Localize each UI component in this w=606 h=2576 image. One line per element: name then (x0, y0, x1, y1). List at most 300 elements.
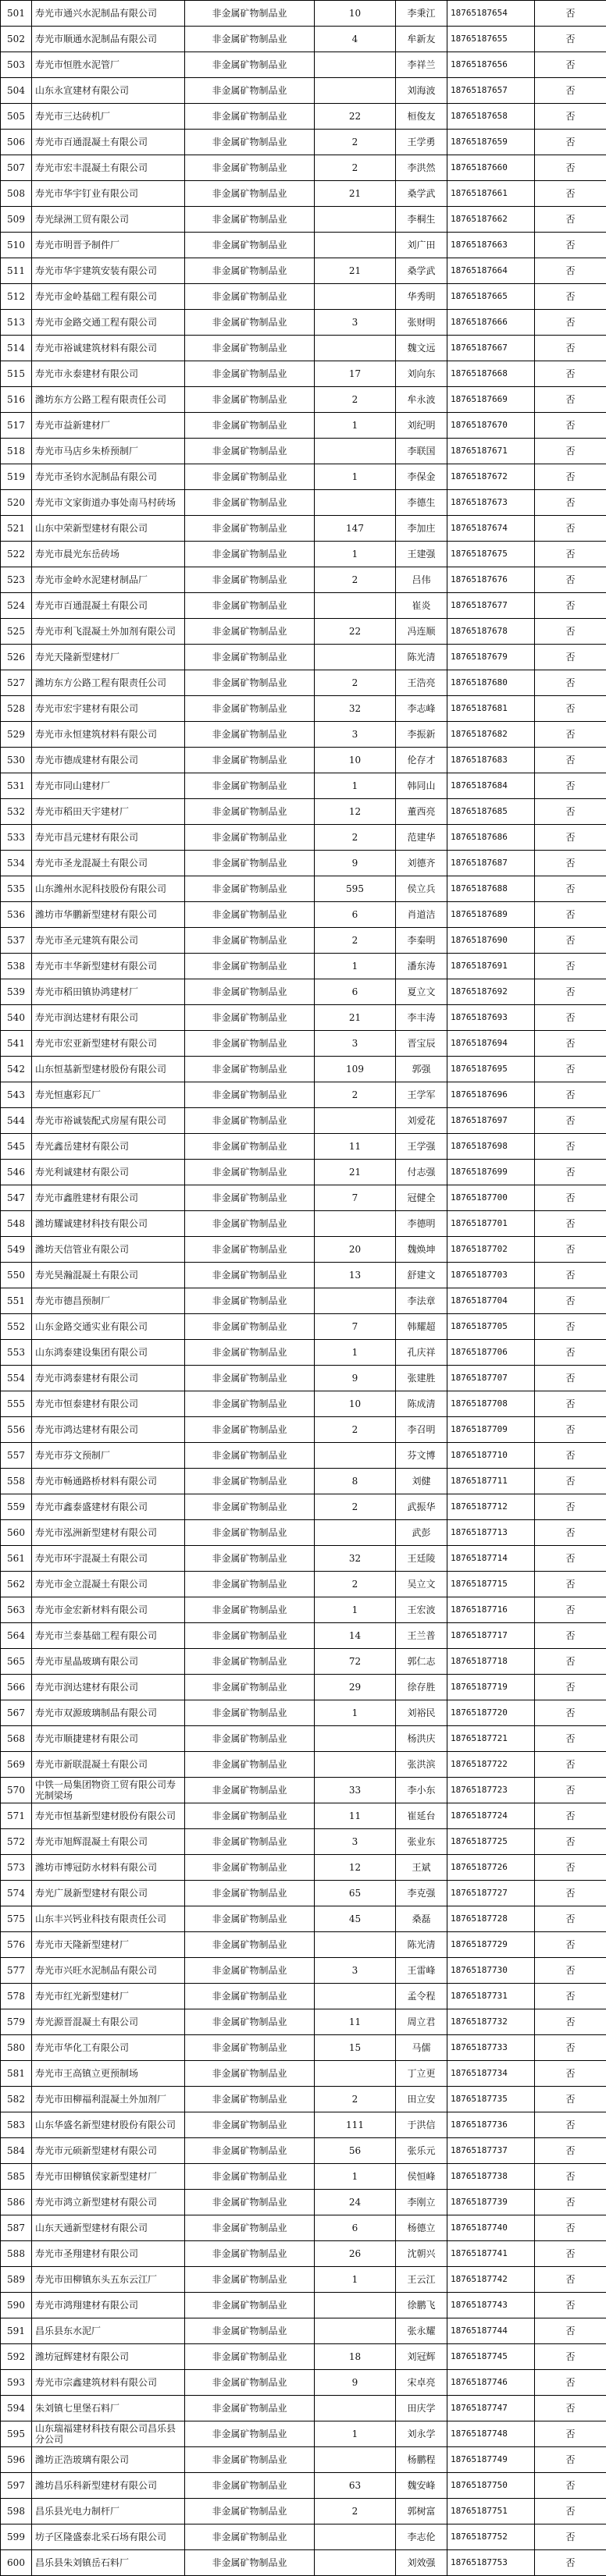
table-row (1, 619, 606, 645)
employee-count: 8 (315, 1469, 396, 1494)
row-number: 556 (1, 1417, 32, 1443)
table-row (1, 2550, 606, 2576)
status-flag: 否 (535, 851, 606, 876)
contact-person: 桑学武 (396, 258, 447, 284)
row-number: 566 (1, 1675, 32, 1700)
table-row (1, 1546, 606, 1572)
company-name: 山东恒基新型建材股份有限公司 (32, 1057, 185, 1082)
company-name: 寿光市永泰建材有限公司 (32, 361, 185, 387)
row-number: 564 (1, 1623, 32, 1649)
table-row (1, 1829, 606, 1855)
row-number: 560 (1, 1520, 32, 1546)
status-flag: 否 (535, 104, 606, 130)
contact-person: 王雷峰 (396, 1958, 447, 1984)
status-flag: 否 (535, 954, 606, 979)
company-name: 山东鸿泰建设集团有限公司 (32, 1340, 185, 1366)
contact-person: 桑磊 (396, 1906, 447, 1932)
status-flag: 否 (535, 902, 606, 928)
phone-number: 18765187746 (447, 2370, 535, 2396)
status-flag: 否 (535, 2344, 606, 2370)
phone-number: 18765187718 (447, 1649, 535, 1675)
contact-person: 李德生 (396, 490, 447, 516)
industry: 非金属矿物制品业 (185, 773, 315, 799)
employee-count (315, 490, 396, 516)
company-name: 寿光市鸿立新型建材有限公司 (32, 2190, 185, 2215)
industry: 非金属矿物制品业 (185, 2035, 315, 2061)
phone-number: 18765187704 (447, 1288, 535, 1314)
company-name: 寿光市文家街道办事处南马村砖场 (32, 490, 185, 516)
row-number: 596 (1, 2447, 32, 2473)
company-name: 寿光市华宇建筑安装有限公司 (32, 258, 185, 284)
contact-person: 刘德齐 (396, 851, 447, 876)
status-flag: 否 (535, 1778, 606, 1803)
industry: 非金属矿物制品业 (185, 1829, 315, 1855)
employee-count: 1 (315, 464, 396, 490)
row-number: 507 (1, 155, 32, 181)
employee-count: 15 (315, 2035, 396, 2061)
row-number: 581 (1, 2061, 32, 2087)
table-row (1, 1803, 606, 1829)
industry: 非金属矿物制品业 (185, 954, 315, 979)
employee-count: 2 (315, 1417, 396, 1443)
status-flag: 否 (535, 876, 606, 902)
employee-count: 2 (315, 567, 396, 593)
company-name: 寿光市金路交通工程有限公司 (32, 310, 185, 336)
table-row (1, 1185, 606, 1211)
status-flag: 否 (535, 979, 606, 1005)
employee-count: 2 (315, 387, 396, 413)
status-flag: 否 (535, 2035, 606, 2061)
status-flag: 否 (535, 2550, 606, 2576)
contact-person: 李保金 (396, 464, 447, 490)
company-name: 寿光市永恒建筑材料有限公司 (32, 722, 185, 748)
table-row (1, 1469, 606, 1494)
phone-number: 18765187728 (447, 1906, 535, 1932)
phone-number: 18765187684 (447, 773, 535, 799)
industry: 非金属矿物制品业 (185, 1185, 315, 1211)
status-flag: 否 (535, 1417, 606, 1443)
table-row (1, 258, 606, 284)
table-row (1, 696, 606, 722)
row-number: 535 (1, 876, 32, 902)
company-name: 寿光市鸿泰建材有限公司 (32, 1366, 185, 1391)
industry: 非金属矿物制品业 (185, 696, 315, 722)
status-flag: 否 (535, 645, 606, 670)
phone-number: 18765187682 (447, 722, 535, 748)
table-row (1, 2164, 606, 2190)
industry: 非金属矿物制品业 (185, 1134, 315, 1160)
table-row (1, 1700, 606, 1726)
phone-number: 18765187740 (447, 2215, 535, 2241)
phone-number: 18765187664 (447, 258, 535, 284)
company-name: 寿光市田柳福利混凝土外加剂厂 (32, 2087, 185, 2112)
phone-number: 18765187683 (447, 748, 535, 773)
phone-number: 18765187660 (447, 155, 535, 181)
table-row (1, 593, 606, 619)
status-flag: 否 (535, 2370, 606, 2396)
phone-number: 18765187739 (447, 2190, 535, 2215)
employee-count: 14 (315, 1623, 396, 1649)
industry: 非金属矿物制品业 (185, 1778, 315, 1803)
table-row (1, 1314, 606, 1340)
status-flag: 否 (535, 619, 606, 645)
phone-number: 18765187679 (447, 645, 535, 670)
table-row (1, 1031, 606, 1057)
company-name: 昌乐县光电力制杆厂 (32, 2499, 185, 2524)
phone-number: 18765187698 (447, 1134, 535, 1160)
contact-person: 王云江 (396, 2267, 447, 2293)
table-row (1, 2421, 606, 2447)
company-name: 寿光市兴旺水泥制品有限公司 (32, 1958, 185, 1984)
status-flag: 否 (535, 1443, 606, 1469)
table-row (1, 413, 606, 439)
contact-person: 陈成清 (396, 1391, 447, 1417)
status-flag: 否 (535, 567, 606, 593)
industry: 非金属矿物制品业 (185, 2112, 315, 2138)
company-name: 寿光市稻田天宇建材厂 (32, 799, 185, 825)
employee-count: 21 (315, 181, 396, 207)
employee-count: 56 (315, 2138, 396, 2164)
contact-person: 崔延台 (396, 1803, 447, 1829)
industry: 非金属矿物制品业 (185, 2241, 315, 2267)
status-flag: 否 (535, 1160, 606, 1185)
employee-count: 2 (315, 2087, 396, 2112)
phone-number: 18765187657 (447, 78, 535, 104)
phone-number: 18765187741 (447, 2241, 535, 2267)
company-name: 寿光市通兴水泥制品有限公司 (32, 1, 185, 27)
employee-count (315, 2293, 396, 2318)
table-row (1, 1340, 606, 1366)
company-name: 寿光市芬文预制厂 (32, 1443, 185, 1469)
status-flag: 否 (535, 2318, 606, 2344)
company-name: 寿光市宏宇建材有限公司 (32, 696, 185, 722)
employee-count (315, 1752, 396, 1778)
industry: 非金属矿物制品业 (185, 670, 315, 696)
contact-person: 牟新友 (396, 27, 447, 52)
status-flag: 否 (535, 670, 606, 696)
table-row (1, 2370, 606, 2396)
table-row (1, 748, 606, 773)
company-name: 寿光市田柳镇东头五东云江厂 (32, 2267, 185, 2293)
table-row (1, 2035, 606, 2061)
status-flag: 否 (535, 2112, 606, 2138)
phone-number: 18765187703 (447, 1263, 535, 1288)
status-flag: 否 (535, 361, 606, 387)
industry: 非金属矿物制品业 (185, 2267, 315, 2293)
phone-number: 18765187719 (447, 1675, 535, 1700)
phone-number: 18765187677 (447, 593, 535, 619)
table-row (1, 516, 606, 542)
table-row (1, 2318, 606, 2344)
status-flag: 否 (535, 1082, 606, 1108)
row-number: 568 (1, 1726, 32, 1752)
status-flag: 否 (535, 773, 606, 799)
table-row (1, 567, 606, 593)
industry: 非金属矿物制品业 (185, 2499, 315, 2524)
phone-number: 18765187706 (447, 1340, 535, 1366)
row-number: 600 (1, 2550, 32, 2576)
status-flag: 否 (535, 2164, 606, 2190)
contact-person: 张永耀 (396, 2318, 447, 2344)
table-row (1, 361, 606, 387)
employee-count: 9 (315, 1366, 396, 1391)
contact-person: 李志峰 (396, 696, 447, 722)
table-row (1, 722, 606, 748)
company-name: 山东中荣新型建材有限公司 (32, 516, 185, 542)
contact-person: 武彭 (396, 1520, 447, 1546)
row-number: 513 (1, 310, 32, 336)
employee-count: 63 (315, 2473, 396, 2499)
company-name: 山东瑞福建材科技有限公司昌乐县分公司 (32, 2421, 185, 2447)
row-number: 550 (1, 1263, 32, 1288)
industry: 非金属矿物制品业 (185, 1726, 315, 1752)
table-row (1, 2267, 606, 2293)
employee-count: 595 (315, 876, 396, 902)
contact-person: 李秉江 (396, 1, 447, 27)
employee-count (315, 1726, 396, 1752)
industry: 非金属矿物制品业 (185, 1520, 315, 1546)
phone-number: 18765187732 (447, 2009, 535, 2035)
contact-person: 潘东涛 (396, 954, 447, 979)
industry: 非金属矿物制品业 (185, 78, 315, 104)
contact-person: 韩耀超 (396, 1314, 447, 1340)
table-row (1, 1649, 606, 1675)
row-number: 582 (1, 2087, 32, 2112)
contact-person: 刘广田 (396, 233, 447, 258)
status-flag: 否 (535, 1881, 606, 1906)
contact-person: 刘向东 (396, 361, 447, 387)
table-row (1, 284, 606, 310)
row-number: 545 (1, 1134, 32, 1160)
table-row (1, 902, 606, 928)
table-row (1, 1417, 606, 1443)
status-flag: 否 (535, 464, 606, 490)
table-row (1, 1134, 606, 1160)
industry: 非金属矿物制品业 (185, 104, 315, 130)
phone-number: 18765187726 (447, 1855, 535, 1881)
phone-number: 18765187687 (447, 851, 535, 876)
company-name: 寿光市顺通水泥制品有限公司 (32, 27, 185, 52)
industry: 非金属矿物制品业 (185, 439, 315, 464)
employee-count: 21 (315, 1160, 396, 1185)
table-row (1, 1211, 606, 1237)
employee-count (315, 2318, 396, 2344)
contact-person: 张财明 (396, 310, 447, 336)
employee-count: 2 (315, 1572, 396, 1597)
table-row (1, 2524, 606, 2550)
contact-person: 范建华 (396, 825, 447, 851)
phone-number: 18765187725 (447, 1829, 535, 1855)
industry: 非金属矿物制品业 (185, 233, 315, 258)
employee-count: 10 (315, 1, 396, 27)
employee-count: 4 (315, 27, 396, 52)
employee-count: 2 (315, 825, 396, 851)
table-row (1, 464, 606, 490)
phone-number: 18765187752 (447, 2524, 535, 2550)
phone-number: 18765187672 (447, 464, 535, 490)
status-flag: 否 (535, 2241, 606, 2267)
company-name: 寿光市金岭基础工程有限公司 (32, 284, 185, 310)
industry: 非金属矿物制品业 (185, 1546, 315, 1572)
phone-number: 18765187744 (447, 2318, 535, 2344)
row-number: 534 (1, 851, 32, 876)
employee-count: 6 (315, 2215, 396, 2241)
employee-count: 72 (315, 1649, 396, 1675)
row-number: 548 (1, 1211, 32, 1237)
employee-count: 9 (315, 2370, 396, 2396)
row-number: 517 (1, 413, 32, 439)
status-flag: 否 (535, 387, 606, 413)
contact-person: 杨德立 (396, 2215, 447, 2241)
status-flag: 否 (535, 1572, 606, 1597)
row-number: 530 (1, 748, 32, 773)
industry: 非金属矿物制品业 (185, 1700, 315, 1726)
employee-count: 6 (315, 979, 396, 1005)
table-row (1, 2499, 606, 2524)
row-number: 576 (1, 1932, 32, 1958)
phone-number: 18765187680 (447, 670, 535, 696)
company-name: 寿光源晋混凝土有限公司 (32, 2009, 185, 2035)
industry: 非金属矿物制品业 (185, 1597, 315, 1623)
phone-number: 18765187737 (447, 2138, 535, 2164)
industry: 非金属矿物制品业 (185, 464, 315, 490)
industry: 非金属矿物制品业 (185, 928, 315, 954)
table-row (1, 207, 606, 233)
table-row (1, 2087, 606, 2112)
company-name: 山东潍州水泥科技股份有限公司 (32, 876, 185, 902)
contact-person: 韩同山 (396, 773, 447, 799)
industry: 非金属矿物制品业 (185, 310, 315, 336)
company-name: 寿光市圣翔建材有限公司 (32, 2241, 185, 2267)
status-flag: 否 (535, 2396, 606, 2421)
row-number: 531 (1, 773, 32, 799)
employee-count: 3 (315, 1958, 396, 1984)
table-row (1, 130, 606, 155)
phone-number: 18765187713 (447, 1520, 535, 1546)
contact-person: 丁立更 (396, 2061, 447, 2087)
contact-person: 张乐元 (396, 2138, 447, 2164)
employee-count (315, 2447, 396, 2473)
status-flag: 否 (535, 1906, 606, 1932)
company-name: 潍坊正浩玻璃有限公司 (32, 2447, 185, 2473)
company-name: 寿光广晟新型建材有限公司 (32, 1881, 185, 1906)
contact-person: 王学军 (396, 1082, 447, 1108)
phone-number: 18765187717 (447, 1623, 535, 1649)
company-name: 寿光市晨光东岳砖场 (32, 542, 185, 567)
industry: 非金属矿物制品业 (185, 27, 315, 52)
status-flag: 否 (535, 2524, 606, 2550)
employee-count: 2 (315, 1082, 396, 1108)
row-number: 562 (1, 1572, 32, 1597)
industry: 非金属矿物制品业 (185, 1288, 315, 1314)
status-flag: 否 (535, 310, 606, 336)
contact-person: 王学勇 (396, 130, 447, 155)
company-name: 寿光市润达建材有限公司 (32, 1005, 185, 1031)
phone-number: 18765187714 (447, 1546, 535, 1572)
table-row (1, 1675, 606, 1700)
employee-count: 1 (315, 413, 396, 439)
status-flag: 否 (535, 1366, 606, 1391)
row-number: 528 (1, 696, 32, 722)
phone-number: 18765187711 (447, 1469, 535, 1494)
company-name: 寿光市圣元建筑有限公司 (32, 928, 185, 954)
contact-person: 田庆学 (396, 2396, 447, 2421)
row-number: 583 (1, 2112, 32, 2138)
row-number: 573 (1, 1855, 32, 1881)
status-flag: 否 (535, 1237, 606, 1263)
contact-person: 王宏波 (396, 1597, 447, 1623)
table-row (1, 1906, 606, 1932)
industry: 非金属矿物制品业 (185, 1494, 315, 1520)
row-number: 529 (1, 722, 32, 748)
industry: 非金属矿物制品业 (185, 567, 315, 593)
status-flag: 否 (535, 2499, 606, 2524)
industry: 非金属矿物制品业 (185, 2061, 315, 2087)
row-number: 584 (1, 2138, 32, 2164)
contact-person: 刘永学 (396, 2421, 447, 2447)
row-number: 537 (1, 928, 32, 954)
contact-person: 刘冠辉 (396, 2344, 447, 2370)
company-name: 寿光市德成建材有限公司 (32, 748, 185, 773)
status-flag: 否 (535, 439, 606, 464)
status-flag: 否 (535, 2061, 606, 2087)
table-row (1, 2009, 606, 2035)
company-name: 潍坊昌乐科新型建材有限公司 (32, 2473, 185, 2499)
table-row (1, 1778, 606, 1803)
phone-number: 18765187666 (447, 310, 535, 336)
phone-number: 18765187661 (447, 181, 535, 207)
contact-person: 陈光清 (396, 645, 447, 670)
row-number: 546 (1, 1160, 32, 1185)
table-row (1, 954, 606, 979)
company-name: 寿光市王高镇立更预制场 (32, 2061, 185, 2087)
industry: 非金属矿物制品业 (185, 1057, 315, 1082)
industry: 非金属矿物制品业 (185, 902, 315, 928)
row-number: 570 (1, 1778, 32, 1803)
phone-number: 18765187685 (447, 799, 535, 825)
industry: 非金属矿物制品业 (185, 361, 315, 387)
phone-number: 18765187655 (447, 27, 535, 52)
phone-number: 18765187727 (447, 1881, 535, 1906)
contact-person: 刘裕民 (396, 1700, 447, 1726)
table-row (1, 542, 606, 567)
row-number: 543 (1, 1082, 32, 1108)
contact-person: 王斌 (396, 1855, 447, 1881)
phone-number: 18765187722 (447, 1752, 535, 1778)
phone-number: 18765187716 (447, 1597, 535, 1623)
row-number: 538 (1, 954, 32, 979)
industry: 非金属矿物制品业 (185, 1366, 315, 1391)
phone-number: 18765187738 (447, 2164, 535, 2190)
row-number: 589 (1, 2267, 32, 2293)
employee-count (315, 1288, 396, 1314)
status-flag: 否 (535, 748, 606, 773)
status-flag: 否 (535, 2215, 606, 2241)
status-flag: 否 (535, 284, 606, 310)
phone-number: 18765187701 (447, 1211, 535, 1237)
employee-count: 21 (315, 1005, 396, 1031)
contact-person: 徐鹏飞 (396, 2293, 447, 2318)
table-row (1, 1597, 606, 1623)
contact-person: 伦存才 (396, 748, 447, 773)
row-number: 533 (1, 825, 32, 851)
industry: 非金属矿物制品业 (185, 825, 315, 851)
table-row (1, 1855, 606, 1881)
employee-count: 22 (315, 104, 396, 130)
phone-number: 18765187720 (447, 1700, 535, 1726)
company-name: 寿光市圣龙混凝土有限公司 (32, 851, 185, 876)
company-name: 寿光市田柳镇侯家新型建材厂 (32, 2164, 185, 2190)
